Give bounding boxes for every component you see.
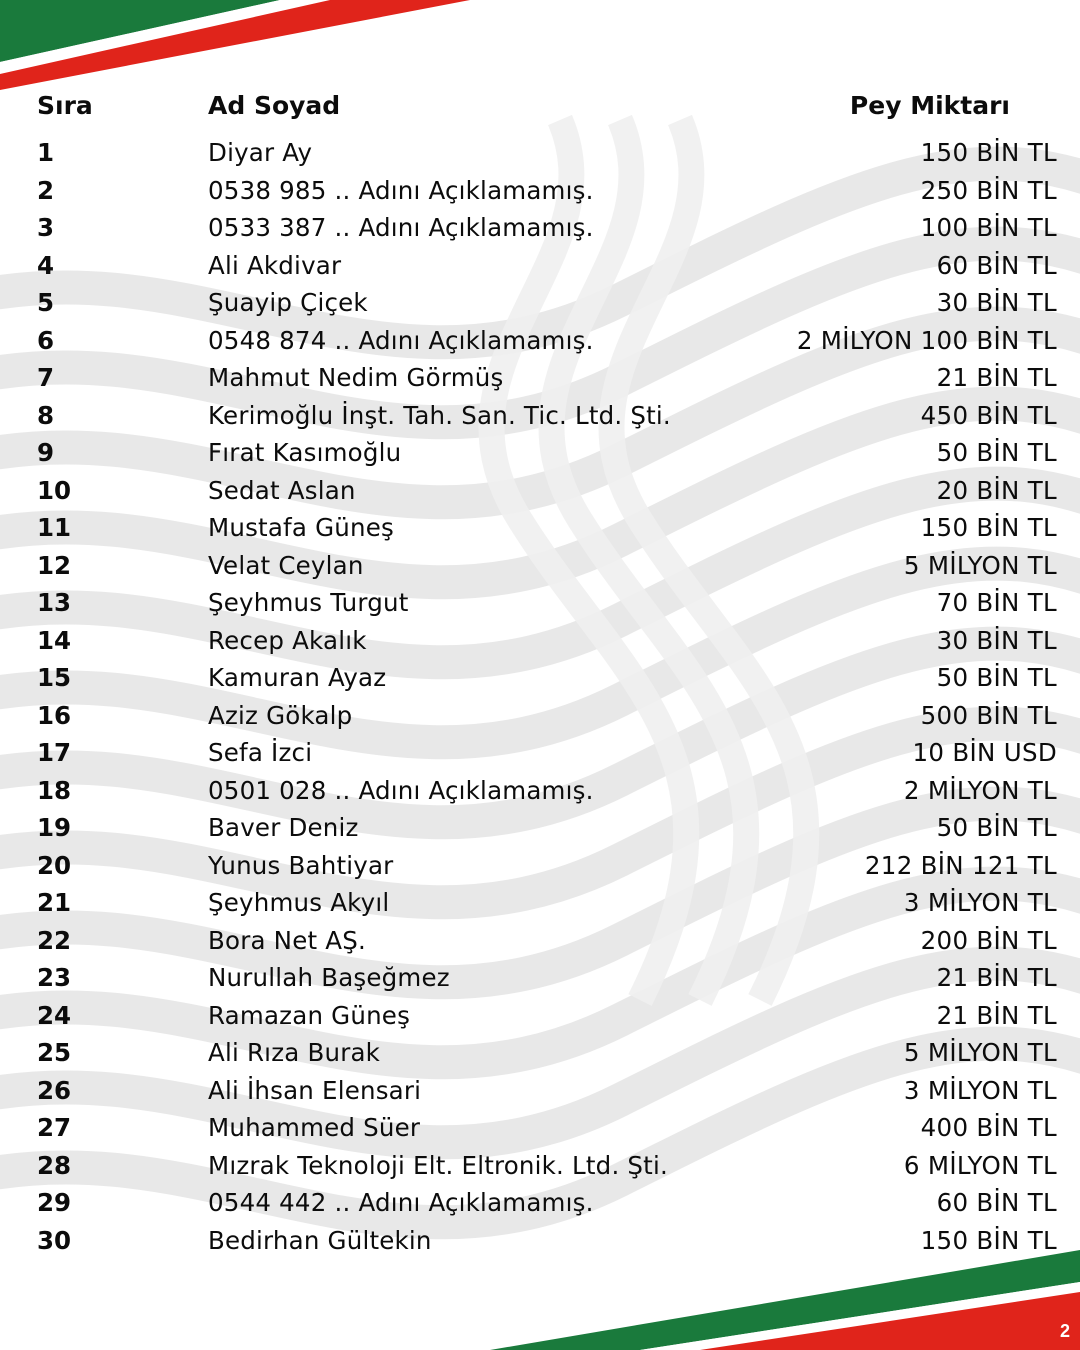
row-name: Sefa İzci <box>208 738 313 767</box>
row-amount: 20 BİN TL <box>936 475 1057 505</box>
row-number: 18 <box>37 775 72 805</box>
row-amount: 400 BİN TL <box>920 1113 1057 1142</box>
table-row <box>0 247 1080 285</box>
row-number: 29 <box>37 1188 72 1217</box>
table-row <box>0 584 1080 622</box>
table-row <box>0 1184 1080 1222</box>
row-number: 15 <box>37 663 72 692</box>
header-no: Sıra <box>37 91 93 120</box>
row-amount: 150 BİN TL <box>920 513 1057 542</box>
row-name: Diyar Ay <box>208 138 313 167</box>
row-number: 24 <box>37 1000 72 1030</box>
row-name: 0538 985 .. Adını Açıklamamış. <box>208 175 594 205</box>
row-number: 19 <box>37 813 72 842</box>
table-row <box>0 509 1080 547</box>
row-name: 0533 387 .. Adını Açıklamamış. <box>208 213 594 242</box>
row-name: Ali İhsan Elensari <box>208 1075 422 1105</box>
row-amount: 500 BİN TL <box>920 700 1057 730</box>
page-number: 2 <box>1059 1321 1070 1341</box>
row-amount: 5 MİLYON TL <box>903 1038 1057 1067</box>
row-name: Bora Net AŞ. <box>208 925 366 955</box>
table-row <box>0 659 1080 697</box>
row-name: Ali Akdivar <box>208 250 342 280</box>
row-amount: 212 BİN 121 TL <box>864 850 1057 880</box>
row-number: 21 <box>37 888 72 917</box>
row-amount: 10 BİN USD <box>912 738 1057 767</box>
row-amount: 50 BİN TL <box>936 438 1057 467</box>
row-name: Kerimoğlu İnşt. Tah. San. Tic. Ltd. Şti. <box>208 400 671 430</box>
row-number: 10 <box>37 475 72 505</box>
row-name: 0544 442 .. Adını Açıklamamış. <box>208 1188 594 1217</box>
row-number: 1 <box>37 138 55 167</box>
row-number: 11 <box>37 513 72 542</box>
row-number: 2 <box>37 175 55 205</box>
row-number: 20 <box>37 850 72 880</box>
table-body <box>0 134 1080 1259</box>
row-amount: 21 BİN TL <box>936 1000 1057 1030</box>
table-row <box>0 697 1080 735</box>
row-number: 23 <box>37 963 72 992</box>
row-name: Ramazan Güneş <box>208 1000 411 1030</box>
row-name: 0501 028 .. Adını Açıklamamış. <box>208 775 594 805</box>
row-number: 9 <box>37 438 55 467</box>
row-number: 5 <box>37 288 55 317</box>
row-name: Şeyhmus Turgut <box>208 588 409 617</box>
row-number: 22 <box>37 925 72 955</box>
table-row <box>0 1072 1080 1110</box>
table-row <box>0 622 1080 660</box>
row-name: Nurullah Başeğmez <box>208 963 450 992</box>
row-amount: 21 BİN TL <box>936 363 1057 392</box>
row-amount: 3 MİLYON TL <box>903 888 1057 917</box>
row-number: 14 <box>37 625 72 655</box>
row-name: Yunus Bahtiyar <box>208 850 394 880</box>
row-amount: 50 BİN TL <box>936 813 1057 842</box>
row-amount: 6 MİLYON TL <box>903 1150 1057 1180</box>
row-name: Fırat Kasımoğlu <box>208 438 402 467</box>
row-amount: 100 BİN TL <box>920 213 1057 242</box>
table-row <box>0 772 1080 810</box>
table-row <box>0 997 1080 1035</box>
header-name: Ad Soyad <box>208 91 341 120</box>
row-name: Velat Ceylan <box>208 550 364 580</box>
row-name: Ali Rıza Burak <box>208 1038 381 1067</box>
table-row <box>0 1222 1080 1260</box>
top-flag-stripes <box>0 0 1080 100</box>
table-row <box>0 134 1080 172</box>
table-row <box>0 922 1080 960</box>
row-amount: 70 BİN TL <box>936 588 1057 617</box>
table-row <box>0 397 1080 435</box>
row-amount: 30 BİN TL <box>936 288 1057 317</box>
row-amount: 150 BİN TL <box>920 138 1057 167</box>
row-number: 16 <box>37 700 72 730</box>
row-number: 4 <box>37 250 55 280</box>
row-amount: 30 BİN TL <box>936 625 1057 655</box>
row-amount: 21 BİN TL <box>936 963 1057 992</box>
table-row <box>0 1147 1080 1185</box>
table-row <box>0 1109 1080 1147</box>
row-number: 8 <box>37 400 55 430</box>
row-number: 26 <box>37 1075 72 1105</box>
row-name: Mahmut Nedim Görmüş <box>208 363 504 392</box>
row-amount: 60 BİN TL <box>936 250 1057 280</box>
table-header <box>0 86 1080 126</box>
row-number: 27 <box>37 1113 72 1142</box>
row-number: 17 <box>37 738 72 767</box>
table-row <box>0 434 1080 472</box>
row-name: Şeyhmus Akyıl <box>208 888 390 917</box>
row-number: 6 <box>37 325 55 355</box>
row-name: Kamuran Ayaz <box>208 663 387 692</box>
table-row <box>0 322 1080 360</box>
row-amount: 60 BİN TL <box>936 1188 1057 1217</box>
table-row <box>0 172 1080 210</box>
row-name: Baver Deniz <box>208 813 359 842</box>
table-row <box>0 959 1080 997</box>
row-name: Bedirhan Gültekin <box>208 1225 432 1255</box>
row-name: Mızrak Teknoloji Elt. Eltronik. Ltd. Şti. <box>208 1150 668 1180</box>
row-amount: 150 BİN TL <box>920 1225 1057 1255</box>
table-row <box>0 884 1080 922</box>
row-number: 3 <box>37 213 55 242</box>
table-row <box>0 547 1080 585</box>
row-amount: 2 MİLYON 100 BİN TL <box>796 325 1057 355</box>
table-row <box>0 734 1080 772</box>
row-name: Aziz Gökalp <box>208 700 353 730</box>
row-amount: 5 MİLYON TL <box>903 550 1057 580</box>
row-amount: 250 BİN TL <box>920 175 1057 205</box>
row-amount: 2 MİLYON TL <box>903 775 1057 805</box>
table-row <box>0 284 1080 322</box>
table-row <box>0 847 1080 885</box>
table-row <box>0 209 1080 247</box>
header-amount: Pey Miktarı <box>849 91 1010 120</box>
row-number: 7 <box>37 363 55 392</box>
row-name: Şuayip Çiçek <box>208 288 368 317</box>
row-amount: 450 BİN TL <box>920 400 1057 430</box>
row-name: Recep Akalık <box>208 625 367 655</box>
row-number: 30 <box>37 1225 72 1255</box>
row-number: 13 <box>37 588 72 617</box>
row-name: Mustafa Güneş <box>208 513 394 542</box>
table-row <box>0 472 1080 510</box>
row-number: 12 <box>37 550 72 580</box>
row-amount: 200 BİN TL <box>920 925 1057 955</box>
row-amount: 3 MİLYON TL <box>903 1075 1057 1105</box>
row-name: Muhammed Süer <box>208 1113 421 1142</box>
table-row <box>0 1034 1080 1072</box>
row-number: 25 <box>37 1038 72 1067</box>
row-name: Sedat Aslan <box>208 475 356 505</box>
row-number: 28 <box>37 1150 72 1180</box>
table-row <box>0 359 1080 397</box>
row-name: 0548 874 .. Adını Açıklamamış. <box>208 325 594 355</box>
table-row <box>0 809 1080 847</box>
row-amount: 50 BİN TL <box>936 663 1057 692</box>
